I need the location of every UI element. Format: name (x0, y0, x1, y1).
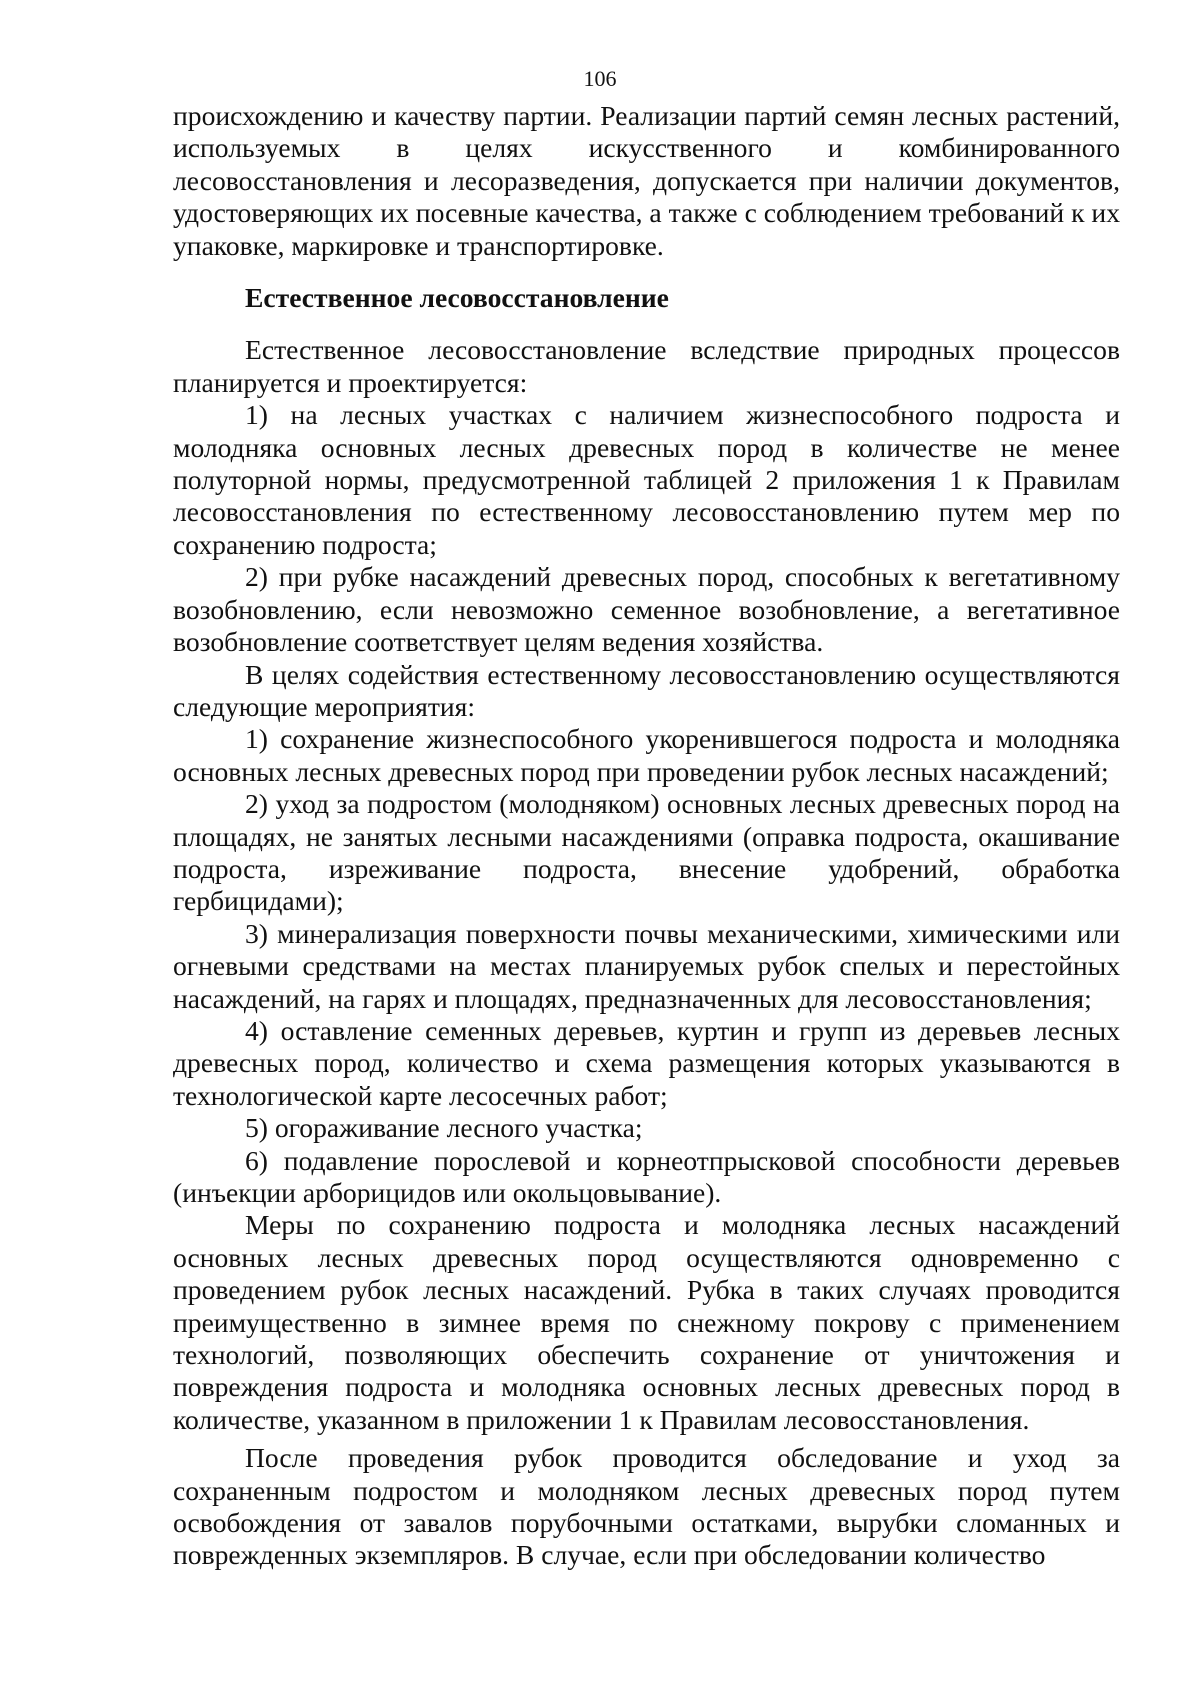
document-body (173, 100, 1120, 1572)
section-heading: Естественное лесовосстановление (245, 282, 669, 314)
measures-list-item: 2) уход за подростом (молодняком) основных лесных древесных пород на площадях, не занятых лесными насаждениями (оправка подроста, окашивание подроста, изреживание подроста, внесение удобрений, обработка гербицидами); (173, 788, 1120, 917)
measures-list-item: 4) оставление семенных деревьев, куртин и групп из деревьев лесных древесных пород, количество и схема размещения которых указываются в технологической карте лесосечных работ; (173, 1014, 1120, 1111)
measures-intro-paragraph: В целях содействия естественному лесовосстановлению осуществляются следующие мероприятия: (173, 658, 1120, 722)
measures-list-item: 3) минерализация поверхности почвы механическими, химическими или огневыми средствами на местах планируемых рубок спелых и перестойных насаждений, на гарях и площадях, предназначенных для лесовосстановления; (173, 917, 1120, 1014)
measures-list-item: 6) подавление порослевой и корнеотпрысковой способности деревьев (инъекции арборицидов или окольцовывание). (173, 1144, 1120, 1208)
after-felling-paragraph: После проведения рубок проводится обследование и уход за сохраненным подростом и молодняком лесных древесных пород путем освобождения от завалов порубочными остатками, вырубки сломанных и поврежденных экземпляров. В случае, если при обследовании количество (173, 1442, 1120, 1571)
measures-list-item: 5) огораживание лесного участка; (245, 1112, 643, 1144)
measures-list-item: 1) сохранение жизнеспособного укоренившегося подроста и молодняка основных лесных древесных пород при проведении рубок лесных насаждений; (173, 723, 1120, 787)
page-number: 106 (583, 66, 617, 91)
intro-paragraph: происхождению и качеству партии. Реализации партий семян лесных растений, используемых в целях искусственного и комбинированного лесовосстановления и лесоразведения, допускается при наличии документов, удостоверяющих их посевные качества, а также с соблюдением требований к их упаковке, маркировке и транспортировке. (173, 100, 1120, 261)
natural-list-item: 2) при рубке насаждений древесных пород, способных к вегетативному возобновлению, если невозможно семенное возобновление, а вегетативное возобновление соответствует целям ведения хозяйства. (173, 561, 1120, 658)
natural-intro-paragraph: Естественное лесовосстановление вследствие природных процессов планируется и проектируется: (173, 334, 1120, 398)
natural-list-item: 1) на лесных участках с наличием жизнеспособного подроста и молодняка основных лесных древесных пород в количестве не менее полуторной нормы, предусмотренной таблицей 2 приложения 1 к Правилам лесовосстановления по естественному лесовосстановлению путем мер по сохранению подроста; (173, 399, 1120, 560)
preservation-paragraph: Меры по сохранению подроста и молодняка лесных насаждений основных лесных древесных пород осуществляются одновременно с проведением рубок лесных насаждений. Рубка в таких случаях проводится преимущественно в зимнее время по снежному покрову с применением технологий, позволяющих обеспечить сохранение от уничтожения и повреждения подроста и молодняка основных лесных древесных пород в количестве, указанном в приложении 1 к Правилам лесовосстановления. (173, 1209, 1120, 1435)
